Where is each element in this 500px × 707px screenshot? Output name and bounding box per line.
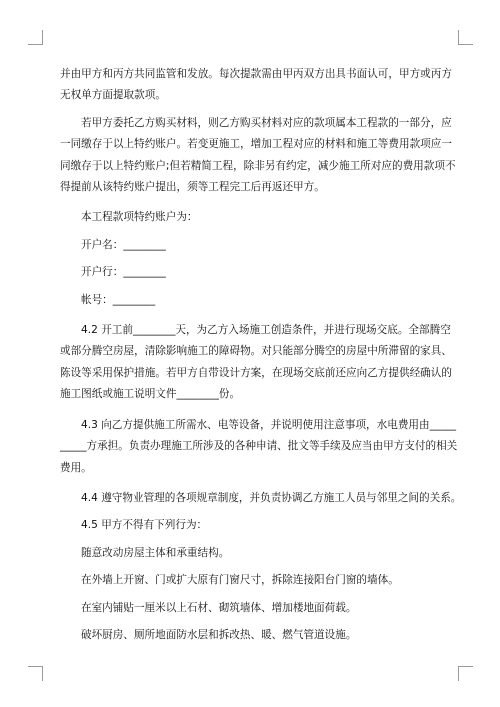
document-body bbox=[60, 64, 462, 646]
text-line: 费用。 bbox=[60, 461, 92, 474]
crop-mark-bottom-right bbox=[458, 666, 473, 681]
text-line: 在室内铺贴一厘米以上石材、砌筑墙体、增加楼地面荷载。 bbox=[81, 601, 357, 614]
text-line: 若甲方委托乙方购买材料，则乙方购买材料对应的款项属本工程款的一部分，应 bbox=[81, 116, 452, 129]
text-line: 在外墙上开窗、门或扩大原有门窗尺寸，拆除连接阳台门窗的墙体。 bbox=[81, 574, 399, 587]
text-line: 开户名：________ bbox=[81, 238, 166, 251]
text-line: 施工图纸或施工说明文件________份。 bbox=[60, 388, 241, 401]
text-line: 得提前从该特约账户提出，须等工程完工后再返还甲方。 bbox=[60, 181, 325, 194]
text-line: 帐号：________ bbox=[81, 293, 156, 306]
text-line: 开户行：________ bbox=[81, 266, 166, 279]
text-line: _____方承担。负责办理施工所涉及的各种申请、批文等手续及应当由甲方支付的相关 bbox=[60, 440, 458, 453]
text-line: 无权单方面提取款项。 bbox=[60, 89, 166, 102]
text-line: 4.3 向乙方提供施工所需水、电等设备，并说明使用注意事项，水电费用由_____ bbox=[81, 418, 457, 431]
text-line: 4.5 甲方不得有下列行为： bbox=[81, 519, 208, 532]
text-line: 破坏厨房、厕所地面防水层和拆改热、暖、燃气管道设施。 bbox=[81, 628, 357, 641]
text-line: 随意改动房屋主体和承重结构。 bbox=[81, 546, 230, 559]
text-line: 或部分腾空房屋，清除影响施工的障碍物。对只能部分腾空的房屋中所滞留的家具、 bbox=[60, 345, 452, 358]
text-line: 同缴存于以上特约账户;但若精简工程，除非另有约定，减少施工所对应的费用款项不 bbox=[60, 159, 456, 172]
text-line: 陈设等采用保护措施。若甲方自带设计方案，在现场交底前还应向乙方提供经确认的 bbox=[60, 366, 452, 379]
crop-mark-top-right bbox=[458, 30, 473, 45]
text-line: 4.2 开工前________天，为乙方入场施工创造条件，并进行现场交底。全部腾空 bbox=[81, 324, 451, 337]
text-line: 本工程款项特约账户为： bbox=[81, 211, 198, 224]
crop-mark-bottom-left bbox=[28, 666, 43, 681]
text-line: 4.4 遵守物业管理的各项规章制度，并负责协调乙方施工人员与邻里之间的关系。 bbox=[81, 491, 462, 504]
crop-mark-top-left bbox=[28, 30, 43, 45]
text-line: 一同缴存于以上特约账户。若变更施工，增加工程对应的材料和施工等费用款项应一 bbox=[60, 138, 452, 151]
text-line: 并由甲方和丙方共同监管和发放。每次提款需由甲丙双方出具书面认可，甲方或丙方 bbox=[60, 68, 452, 80]
